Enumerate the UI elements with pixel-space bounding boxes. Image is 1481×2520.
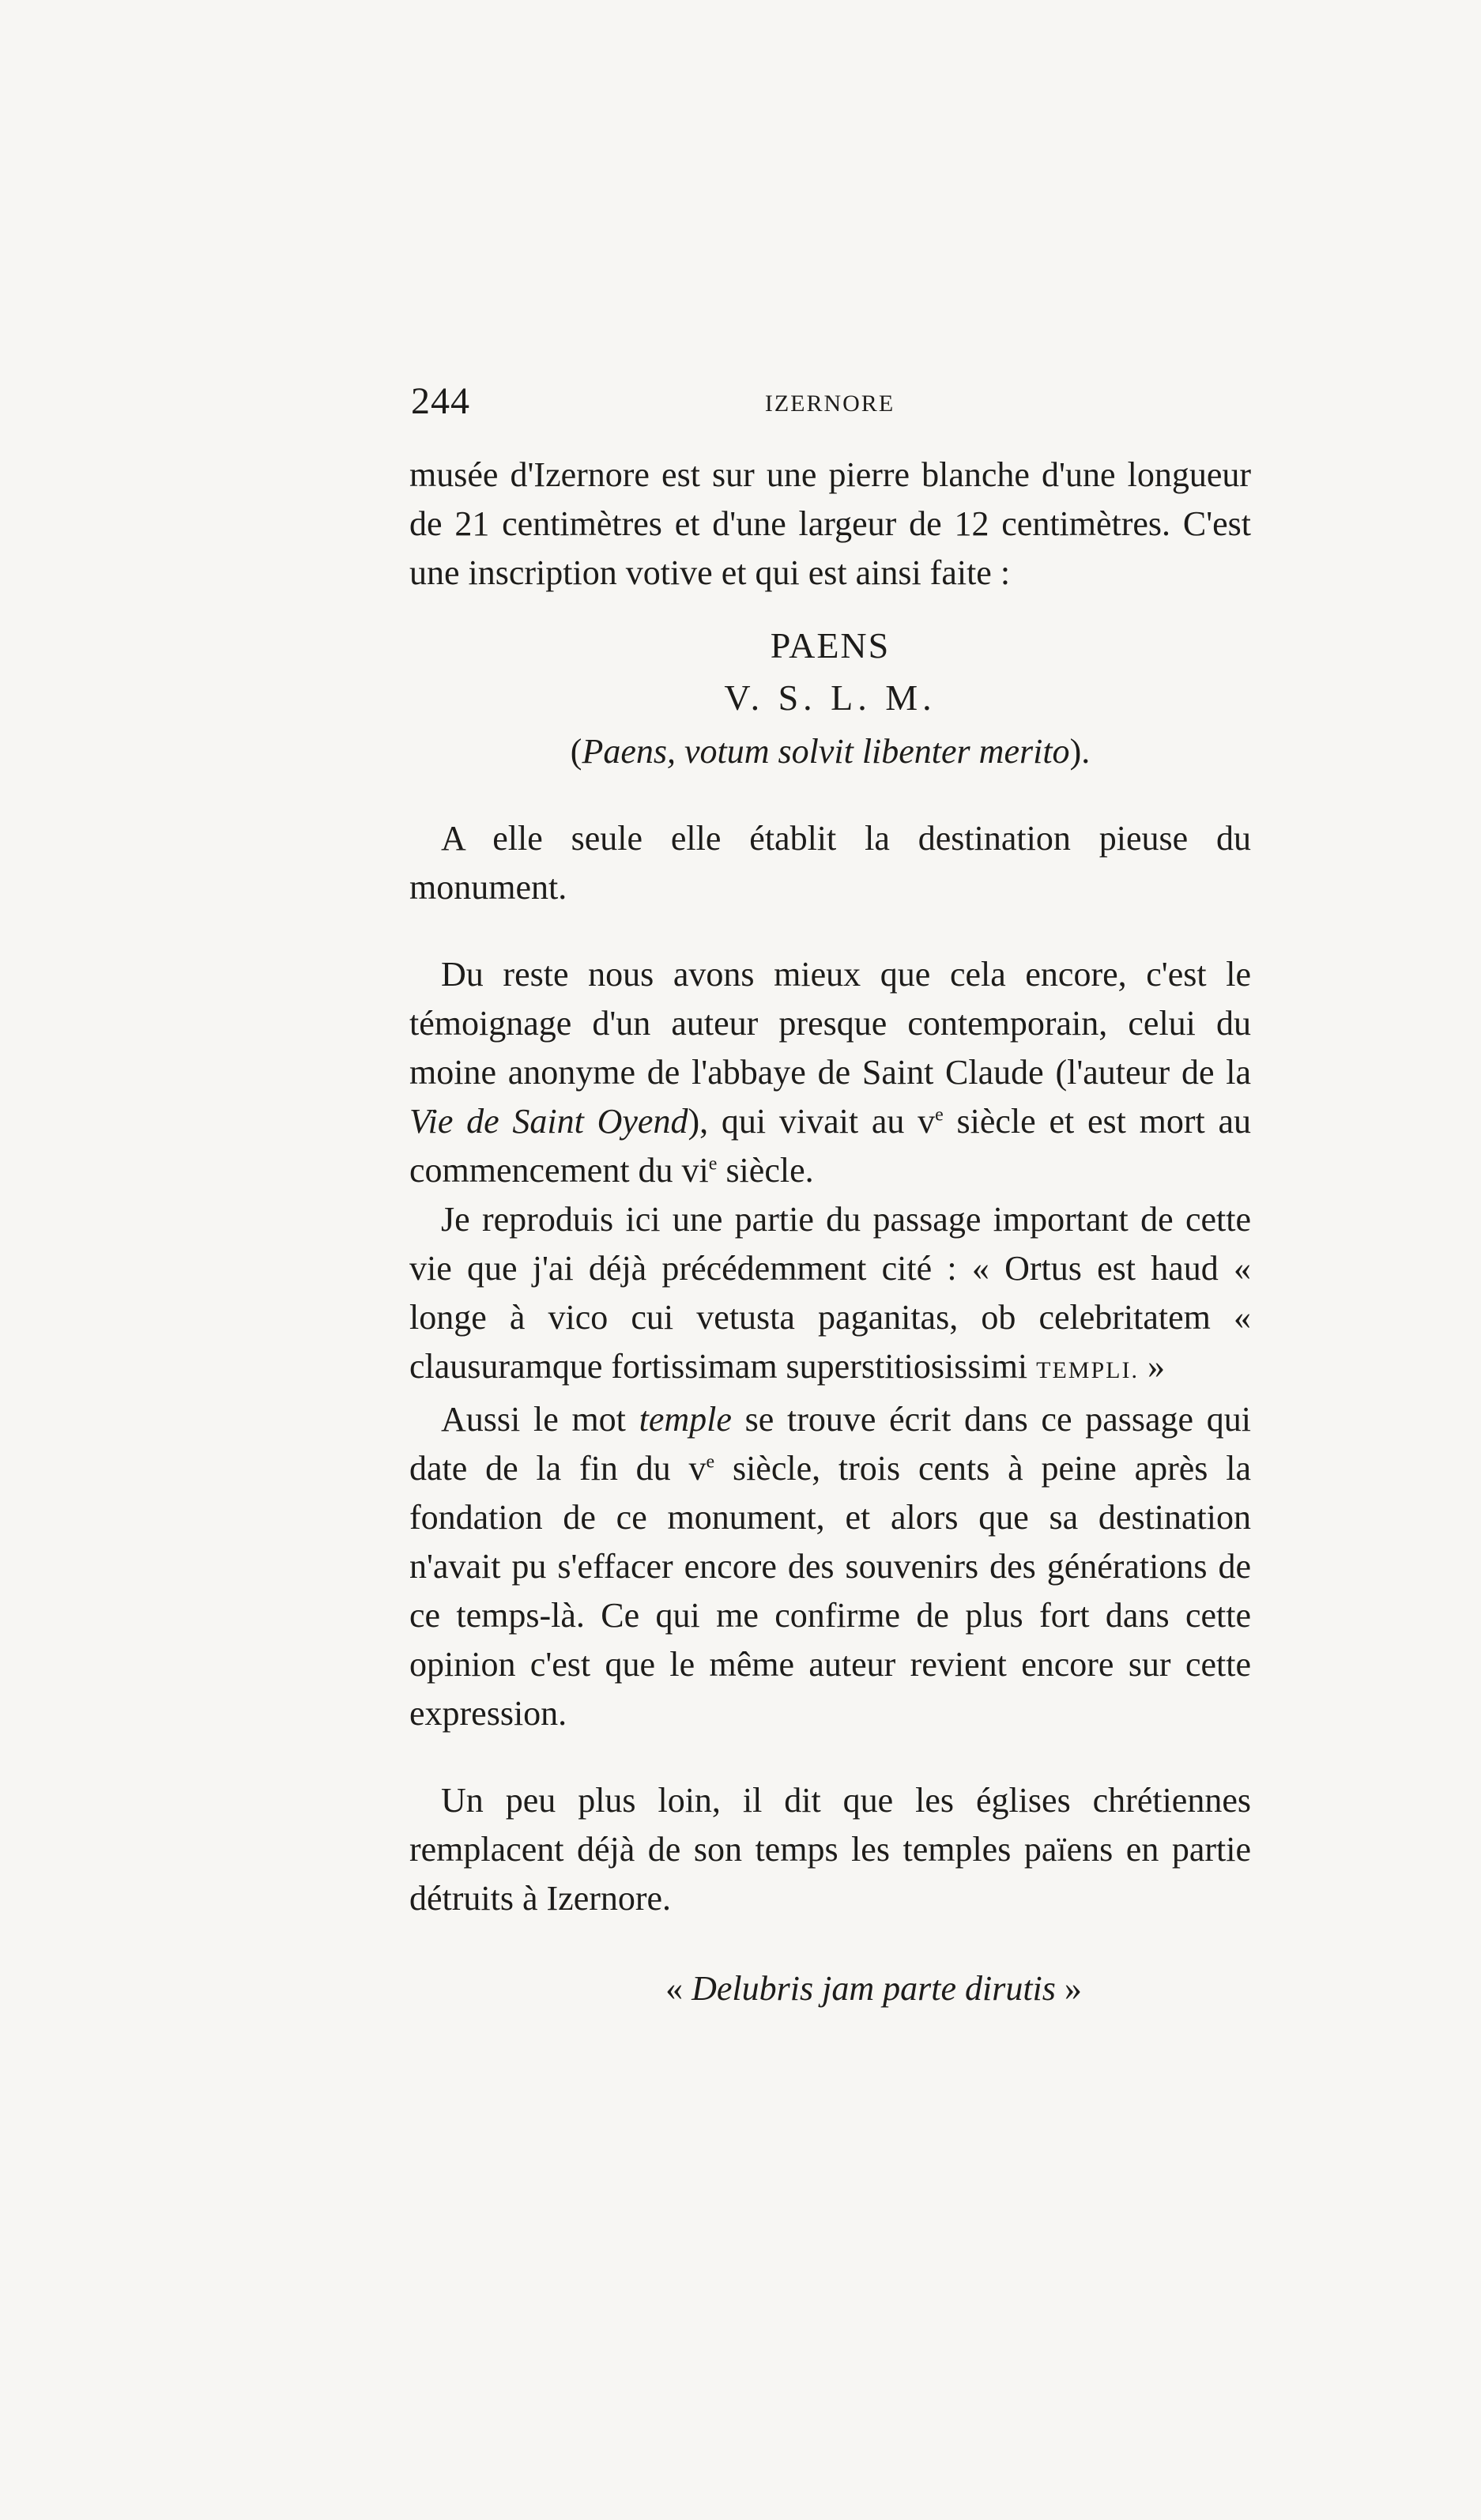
p3-superscript-1: e: [935, 1104, 944, 1126]
body-text: [409, 451, 1251, 2013]
paragraph-6: Un peu plus loin, il dit que les églises chrétiennes remplacent déjà de son temps les temples païens en partie détruits à Izernore.: [409, 1781, 1251, 1918]
book-title: Vie de Saint Oyend: [409, 1102, 688, 1141]
p4-small-caps: TEMPLI.: [1036, 1357, 1139, 1383]
p5-text-a: Aussi le mot: [441, 1400, 639, 1439]
p5-superscript: e: [706, 1451, 715, 1473]
p3-text-c: siècle et est mort au commencement du vi: [409, 1102, 1252, 1190]
p3-superscript-2: e: [708, 1153, 718, 1175]
p4-text-b: »: [1138, 1347, 1165, 1386]
p4-text-a: Je reproduis ici une partie du passage important de cette vie que j'ai déjà précédemment cité : « Ortus est haud « longe à vico cui vetusta paganitas, ob celebritatem « clausuramque fortissimam superstitiosissimi: [409, 1200, 1251, 1386]
p3-text-d: siècle.: [717, 1151, 814, 1190]
running-title: IZERNORE: [764, 390, 895, 417]
p5-text-c: siècle, trois cents à peine après la fondation de ce monument, et alors que sa destination n'avait pu s'effacer encore des souvenirs des générations de ce temps-là. Ce qui me confirme de plus fort dans cette opinion c'est que le même auteur revient encore sur cette expression.: [409, 1449, 1251, 1733]
paragraph-3: [409, 950, 1251, 1195]
paragraph-1: musée d'Izernore est sur une pierre blanche d'une longueur de 21 centimètres et d'une largeur de 12 centimètres. C'est une inscription votive et qui est ainsi faite :: [409, 455, 1251, 592]
paragraph-4: [409, 1195, 1251, 1395]
translation-open: (: [570, 732, 582, 771]
p3-text-b: ), qui vivait au v: [688, 1102, 936, 1141]
p5-emphasis: temple: [639, 1400, 732, 1439]
page-header: [411, 379, 1249, 435]
quote-text: Delubris jam parte dirutis: [692, 1969, 1056, 2008]
quote-close: »: [1055, 1969, 1082, 2008]
closing-quotation: [409, 1964, 1251, 2013]
inscription-line-1: PAENS: [770, 625, 891, 666]
quote-open: «: [665, 1969, 692, 2008]
page-number: 244: [411, 380, 470, 422]
translation-close: ).: [1069, 732, 1091, 771]
paragraph-2: A elle seule elle établit la destination pieuse du monument.: [409, 819, 1251, 907]
paragraph-5: [409, 1395, 1251, 1738]
inscription-line-2: V. S. L. M.: [724, 677, 936, 718]
translation-text: Paens, votum solvit libenter merito: [582, 732, 1070, 771]
p3-text-a: Du reste nous avons mieux que cela encore, c'est le témoignage d'un auteur presque contemporain, celui du moine anonyme de l'abbaye de Saint Claude (l'auteur de la: [409, 955, 1251, 1092]
inscription-translation: [409, 727, 1251, 776]
p5-text-b: se trouve écrit dans ce passage qui date de la fin du v: [409, 1400, 1251, 1488]
